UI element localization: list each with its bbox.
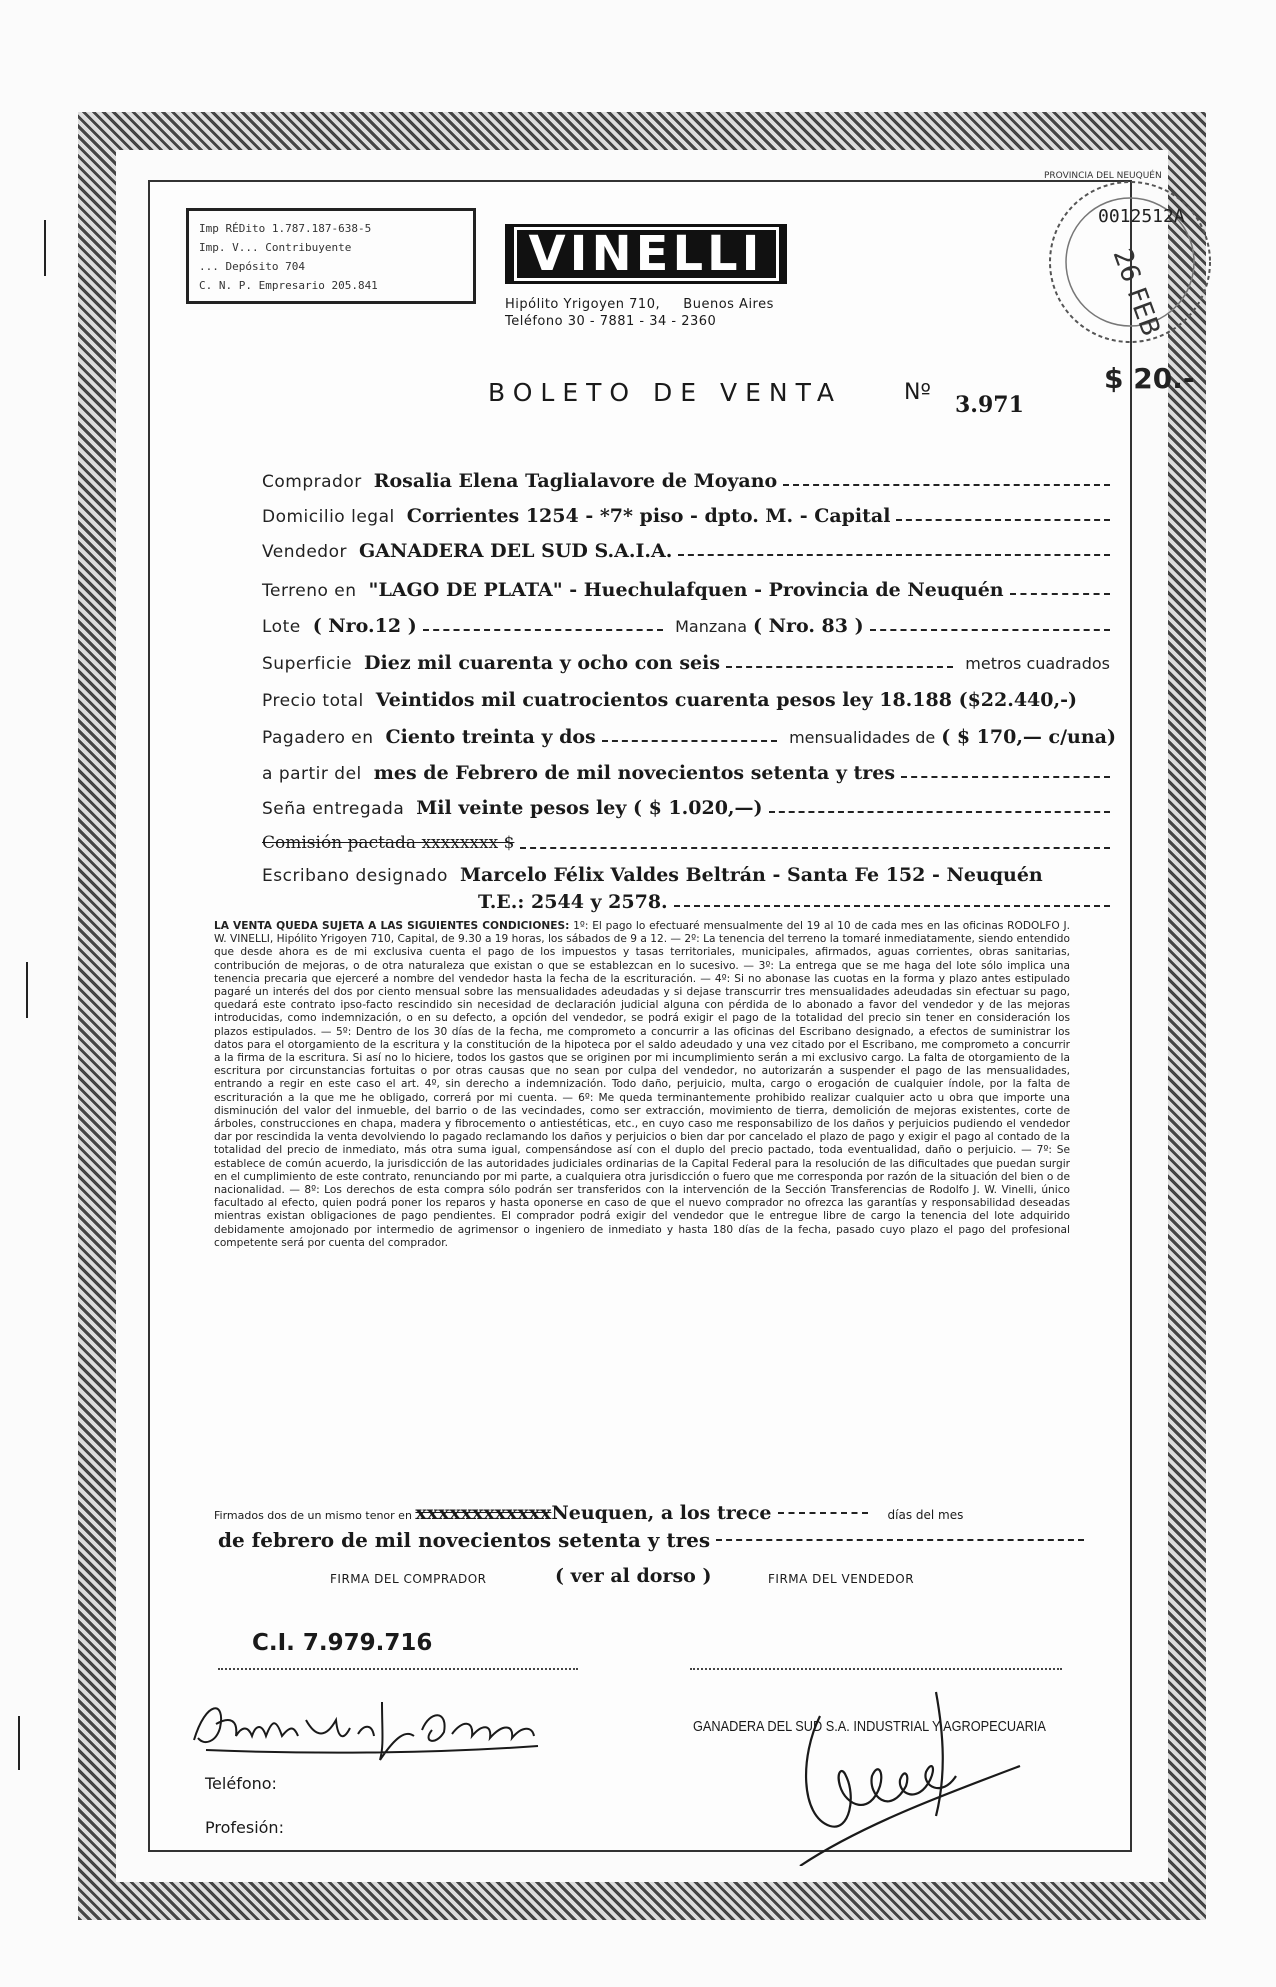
number-label: Nº [904,380,931,405]
conditions-heading: LA VENTA QUEDA SUJETA A LAS SIGUIENTES CONDICIONES: [214,920,570,932]
apartir-label: a partir del [262,764,362,784]
apartir-value: mes de Febrero de mil novecientos setenta y tres [373,762,896,784]
stamp-line: Imp RÉDito 1.787.187-638-5 [199,222,372,235]
fill-line [783,484,1110,486]
comprador-value: Rosalia Elena Taglialavore de Moyano [373,470,778,492]
margin-mark [44,220,46,276]
fill-line [870,629,1110,631]
te-value: T.E.: 2544 y 2578. [478,891,668,913]
manzana-label: Manzana [675,617,747,636]
closing-place: Neuquen, a los trece [551,1502,772,1524]
conditions-text [214,920,1070,1250]
superficie-value: Diez mil cuarenta y ocho con seis [364,652,721,674]
fill-line [1010,593,1110,595]
closing-date: de febrero de mil novecientos setenta y tres [218,1528,711,1552]
row-pagadero [262,726,1116,756]
buyer-id: C.I. 7.979.716 [252,1630,433,1656]
row-apartir [262,762,1116,792]
row-precio [262,689,1116,719]
address-street: Hipólito Yrigoyen 710, [505,297,661,312]
stamp-line: ... Depósito 704 [199,260,305,273]
manzana-value: ( Nro. 83 ) [753,615,864,637]
comision-struck: Comisión pactada xxxxxxxx $ [262,833,515,853]
fill-line [769,811,1110,813]
fill-line [896,519,1110,521]
margin-mark [26,962,28,1018]
metros-label: metros cuadrados [965,654,1110,673]
terreno-label: Terreno en [262,581,357,601]
profesion-label: Profesión: [205,1818,284,1837]
fill-line [602,740,777,742]
pagadero-value: Ciento treinta y dos [385,726,596,748]
telefono-label: Teléfono: [205,1774,277,1793]
buyer-signature [186,1680,606,1770]
mensualidades-label: mensualidades de [789,728,936,747]
vendedor-label: Vendedor [262,542,347,562]
closing-place-row [214,1502,1084,1524]
margin-mark [18,1716,20,1770]
stamp-line: Imp. V... Contribuyente [199,241,352,254]
document-title: BOLETO DE VENTA [488,378,843,407]
row-comision [262,833,1116,863]
fill-line [778,1512,868,1514]
precio-label: Precio total [262,691,364,711]
fill-line [678,554,1110,556]
dias-label: días del mes [887,1508,964,1522]
pagadero-label: Pagadero en [262,728,374,748]
see-reverse-note: ( ver al dorso ) [555,1565,712,1587]
fill-line [726,666,953,668]
address-city: Buenos Aires [683,297,774,312]
row-terreno [262,579,1116,609]
row-vendedor [262,540,1116,570]
row-comprador [262,470,1116,500]
vinelli-logo [505,224,787,284]
seal-province: PROVINCIA DEL NEUQUÉN [1044,171,1162,181]
sena-label: Seña entregada [262,799,405,819]
precio-value: Veintidos mil cuatrocientos cuarenta pesos ley 18.188 ($22.440,-) [375,689,1077,711]
terreno-value: "LAGO DE PLATA" - Huechulafquen - Provincia de Neuquén [368,579,1004,601]
fill-line [423,629,663,631]
seller-company-name: GANADERA DEL SUD S.A. INDUSTRIAL Y AGROPECUARIA [693,1718,1046,1735]
lote-label: Lote [262,617,301,637]
row-superficie [262,652,1116,682]
escribano-value: Marcelo Félix Valdes Beltrán - Santa Fe 152 - Neuquén [459,864,1043,886]
domicilio-label: Domicilio legal [262,507,395,527]
stamp-line: C. N. P. Empresario 205.841 [199,279,378,292]
fiscal-seal [1038,150,1218,400]
row-domicilio [262,505,1116,535]
sena-value: Mil veinte pesos ley ( $ 1.020,—) [416,797,763,819]
closing-date-row [218,1528,1084,1552]
boleto-number: 3.971 [955,392,1024,418]
company-address [505,296,774,330]
domicilio-value: Corrientes 1254 - *7* piso - dpto. M. - Capital [406,505,891,527]
address-phone: Teléfono 30 - 7881 - 34 - 2360 [505,314,717,329]
fill-line [716,1539,1084,1541]
comprador-label: Comprador [262,472,362,492]
buyer-signature-label: FIRMA DEL COMPRADOR [330,1572,487,1586]
seal-date: 26 FEB [1106,244,1166,341]
seal-amount: $ 20.- [1104,362,1195,395]
fill-line [674,905,1110,907]
conditions-body: 1º: El pago lo efectuaré mensualmente del 19 al 10 de cada mes en las oficinas RODOLFO J. W. VINELLI, Hipólito Yrigoyen 710, Capital, de 9.30 a 19 horas, los sábados de 9 a 12. — 2º: La tenencia del terreno la tomaré inmediatamente, siendo entendido que desde ahora es de mi exclusiva cuenta el pago de los impuestos y tasas territoriales, municipales, afirmados, aguas corrientes, obras sanitarias, contribución de mejoras, o de otra naturaleza que existan o que se establezcan en lo sucesivo. — 3º: La entrega que se me haga del lote sólo implica una tenencia precaria que ejerceré a nombre del vendedor hasta la fecha de la escrituración. — 4º: Si no abonase las cuotas en la forma y plazo antes estipulado pagaré un interés del dos por ciento mensual sobre las mensualidades adeudadas y si dejase transcurrir tres mensualidades adeudadas sin efectuar su pago, quedará este contrato ipso-facto rescindido sin necesidad de declaración judicial alguna con pérdida de lo abonado a favor del vendedor y de las mejoras introducidas, como indemnización, o en su defecto, a opción del vendedor, se podrá exigir el pago de la totalidad del precio sin tener en consideración los plazos estipulados. — 5º: Dentro de los 30 días de la fecha, me comprometo a concurrir a las oficinas del Escribano designado, a efectos de suministrar los datos para el otorgamiento de la escritura y la constitución de la hipoteca por el saldo adeudado y una vez citado por el Escribano, me comprometo a concurrir a la firma de la escritura. Si así no lo hiciere, todos los gastos que se originen por mi incumplimiento serán a mi exclusivo cargo. La falta de otorgamiento de la escritura por circunstancias fortuitas o por otras causas que no sean por culpa del vendedor, no autorizarán a suspender el pago de las mensualidades, entrando a regir en este caso el art. 4º, sin derecho a indemnización. Todo daño, perjuicio, multa, cargo o erogación de cualquier índole, por la falta de escrituración a la que me he obligado, correrá por mi cuenta. — 6º: Me queda terminantemente prohibido realizar cualquier acto u obra que importe una disminución del valor del inmueble, del barrio o de las vecindades, como ser extracción, movimiento de tierra, demolición de mejoras existentes, corte de árboles, construcciones en chapa, madera y fibrocemento o antiestéticas, etc., en cuyo caso me responsabilizo de los daños y perjuicios pudiendo el vendedor dar por rescindida la venta devolviendo lo pagado reclamando los daños y perjuicios o bien dar por cancelado el plazo de pago y exigir el pago al contado de la totalidad del precio de inmediato, más otra suma igual, compensándose así con el duplo del precio pactado, toda eventualidad, daño o perjuicio. — 7º: Se establece de común acuerdo, la jurisdicción de las autoridades judiciales ordinarias de la Capital Federal para la resolución de las dificultades que puedan surgir en el cumplimiento de este contrato, renunciando por mi parte, a cualquiera otra jurisdicción o fuero que me corresponda por razón de la situación del bien o de nacionalidad. — 8º: Los derechos de esta compra sólo podrán ser transferidos con la intervención de la Sección Transferencias de Rodolfo J. W. Vinelli, único facultado al efecto, quien podrá poner los reparos y hasta oponerse en caso de que el nuevo comprador no ofrezca las garantías y responsabilidad deseadas mientras existan obligaciones de pago pendientes. El comprador podrá exigir del vendedor que le entregue libre de cargo la tenencia del lote adquirido debidamente amojonado por intermedio de agrimensor o ingeniero de inmediato y hasta 180 días de la fecha, pasado cuyo plazo el pago del profesional competente será por cuenta del comprador. [214,920,1070,1249]
row-escribano [262,864,1116,894]
tax-stamp-box [186,208,476,304]
buyer-signature-line [218,1668,578,1670]
superficie-label: Superficie [262,654,353,674]
seller-signature-label: FIRMA DEL VENDEDOR [768,1572,915,1586]
row-lote [262,615,1116,645]
row-sena [262,797,1116,827]
row-te [478,891,1116,921]
vendedor-value: GANADERA DEL SUD S.A.I.A. [358,540,673,562]
firmados-text: Firmados dos de un mismo tenor en [214,1509,412,1522]
lote-value: ( Nro.12 ) [312,615,417,637]
seller-signature-line [690,1668,1062,1670]
fill-line [901,776,1110,778]
logo-text: VINELLI [514,227,779,281]
cuota-value: ( $ 170,— c/una) [941,726,1116,748]
closing-struck: xxxxxxxxxxxx [415,1502,552,1524]
escribano-label: Escribano designado [262,866,448,886]
seller-signature [760,1676,1060,1866]
fill-line [520,847,1110,849]
seal-number: 0012512A [1098,206,1185,227]
